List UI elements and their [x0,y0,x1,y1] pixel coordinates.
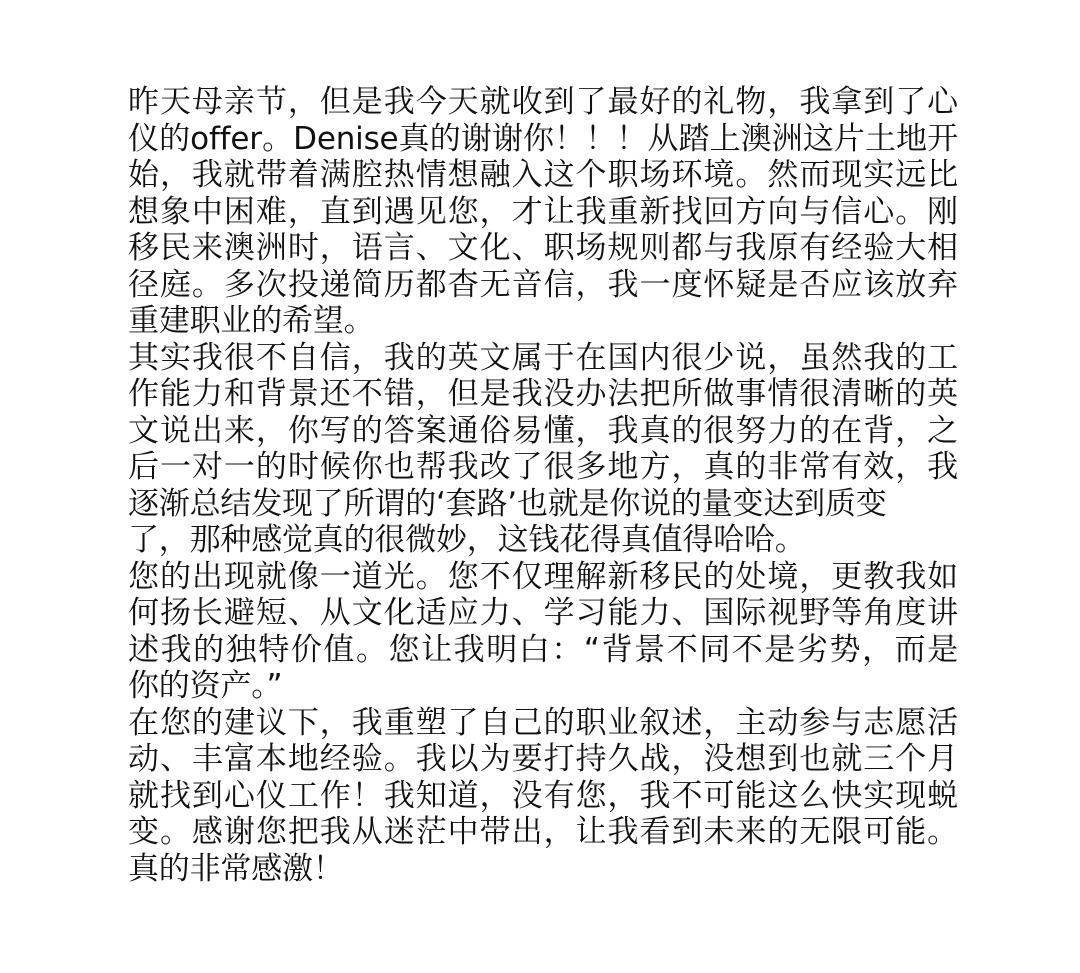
text-line: 逐渐总结发现了所谓的‘套路’也就是你说的量变达到质变 [128,485,887,522]
text-line: 移民来澳洲时，语言、文化、职场规则都与我原有经验大相 [128,230,958,266]
text-line: 文说出来，你写的答案通俗易懂，我真的很努力的在背，之 [128,412,958,449]
text-line: 重建职业的希望。 [128,303,375,339]
text-line: 你的资产。” [128,668,283,704]
paragraph-4 [128,705,958,888]
text-line: 在您的建议下，我重塑了自己的职业叙述，主动参与志愿活 [128,704,958,741]
text-line: 后一对一的时候你也帮我改了很多地方，真的非常有效，我 [128,449,958,485]
text-line: 径庭。多次投递简历都杳无音信，我一度怀疑是否应该放弃 [128,266,958,303]
text-line: 想象中困难，直到遇见您，才让我重新找回方向与信心。刚 [128,193,958,230]
paragraph-3 [128,559,958,705]
text-line: 何扬长避短、从文化适应力、学习能力、国际视野等角度讲 [128,595,958,631]
paragraph-1 [128,84,958,340]
text-line: 变。感谢您把我从迷茫中带出，让我看到未来的无限可能。 [128,814,958,850]
text-line: 始，我就带着满腔热情想融入这个职场环境。然而现实远比 [128,157,958,193]
text-line: 述我的独特价值。您让我明白：“背景不同不是劣势，而是 [128,631,958,668]
text-line: 您的出现就像一道光。您不仅理解新移民的处境，更教我如 [128,558,958,595]
text-line: 仪的offer。Denise真的谢谢你！！！从踏上澳洲这片土地开 [128,120,958,157]
text-line: 了，那种感觉真的很微妙，这钱花得真值得哈哈。 [128,522,806,558]
paragraph-2 [128,340,958,559]
text-line: 昨天母亲节，但是我今天就收到了最好的礼物，我拿到了心 [128,84,958,120]
text-line: 真的非常感激！ [128,850,344,887]
text-line: 就找到心仪工作！我知道，没有您，我不可能这么快实现蜕 [128,777,958,814]
text-line: 动、丰富本地经验。我以为要打持久战，没想到也就三个月 [128,741,958,777]
letter-text [128,84,958,887]
text-line: 其实我很不自信，我的英文属于在国内很少说，虽然我的工 [128,339,958,376]
text-line: 作能力和背景还不错，但是我没办法把所做事情很清晰的英 [128,376,958,412]
